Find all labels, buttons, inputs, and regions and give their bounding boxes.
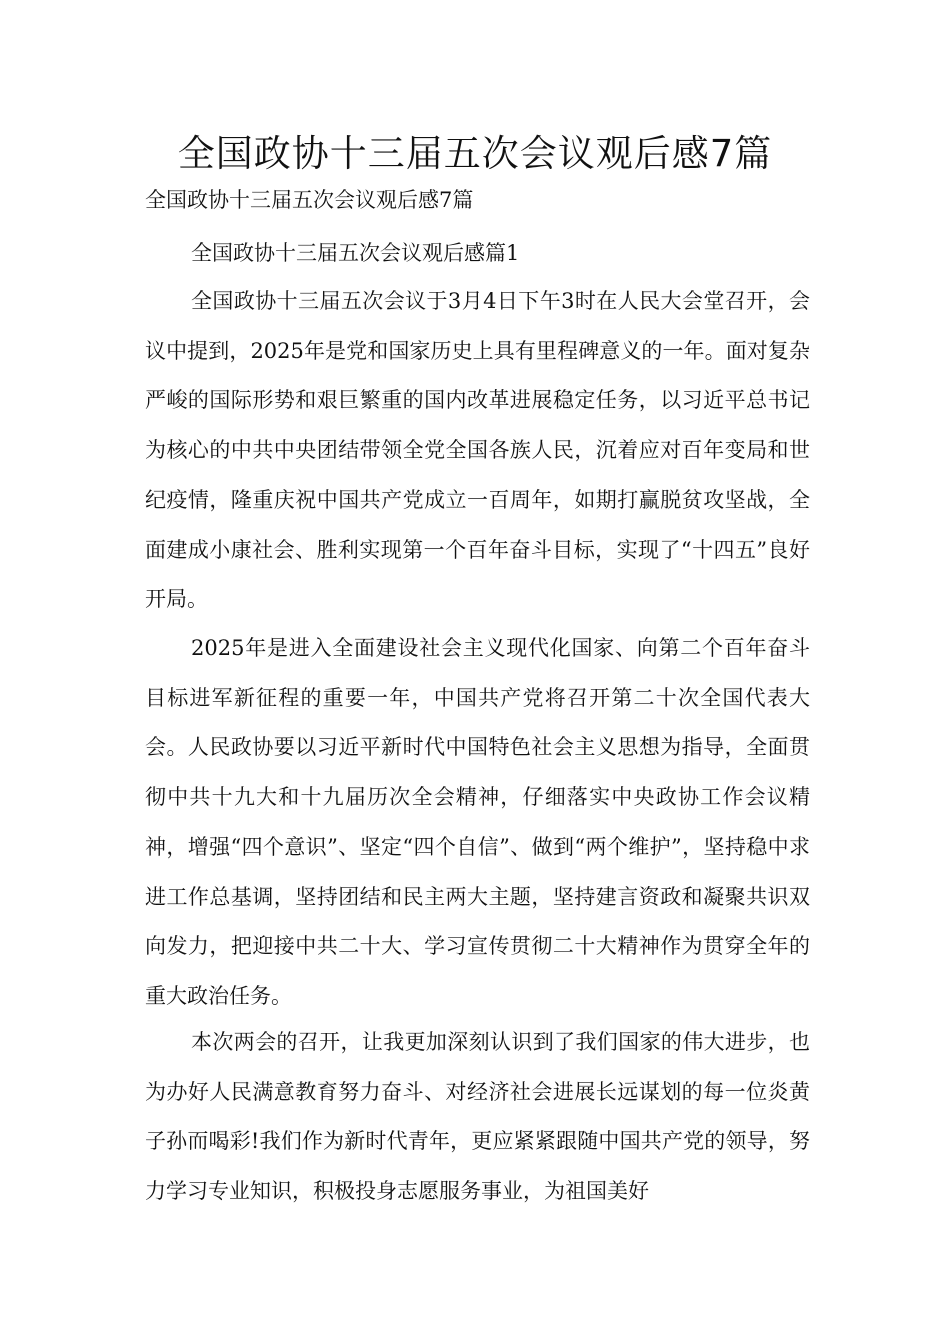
document-title: 全国政协十三届五次会议观后感7篇: [177, 132, 773, 175]
paragraph-1: 全国政协十三届五次会议于3月4日下午3时在人民大会堂召开，会议中提到，2025年是党和国家历史上具有里程碑意义的一年。面对复杂严峻的国际形势和艰巨繁重的国内改革进展稳定任务，以习近平总书记为核心的中共中央团结带领全党全国各族人民，沉着应对百年变局和世纪疫情，隆重庆祝中国共产党成立一百周年，如期打赢脱贫攻坚战，全面建成小康社会、胜利实现第一个百年奋斗目标，实现了“十四五”良好开局。: [145, 289, 810, 612]
section-heading: 全国政协十三届五次会议观后感篇1: [191, 241, 520, 265]
paragraph-2: 2025年是进入全面建设社会主义现代化国家、向第二个百年奋斗目标进军新征程的重要一年，中国共产党将召开第二十次全国代表大会。人民政协要以习近平新时代中国特色社会主义思想为指导，全面贯彻中共十九大和十九届历次全会精神，仔细落实中央政协工作会议精神，增强“四个意识”、坚定“四个自信”、做到“两个维护”，坚持稳中求进工作总基调，坚持团结和民主两大主题，坚持建言资政和凝聚共识双向发力，把迎接中共二十大、学习宣传贯彻二十大精神作为贯穿全年的重大政治任务。: [145, 636, 810, 1008]
paragraph-3: 本次两会的召开，让我更加深刻认识到了我们国家的伟大进步，也为办好人民满意教育努力奋斗、对经济社会进展长远谋划的每一位炎黄子孙而喝彩!我们作为新时代青年，更应紧紧跟随中国共产党的领导，努力学习专业知识，积极投身志愿服务事业，为祖国美好: [145, 1030, 810, 1204]
document-subtitle: 全国政协十三届五次会议观后感7篇: [145, 188, 474, 212]
